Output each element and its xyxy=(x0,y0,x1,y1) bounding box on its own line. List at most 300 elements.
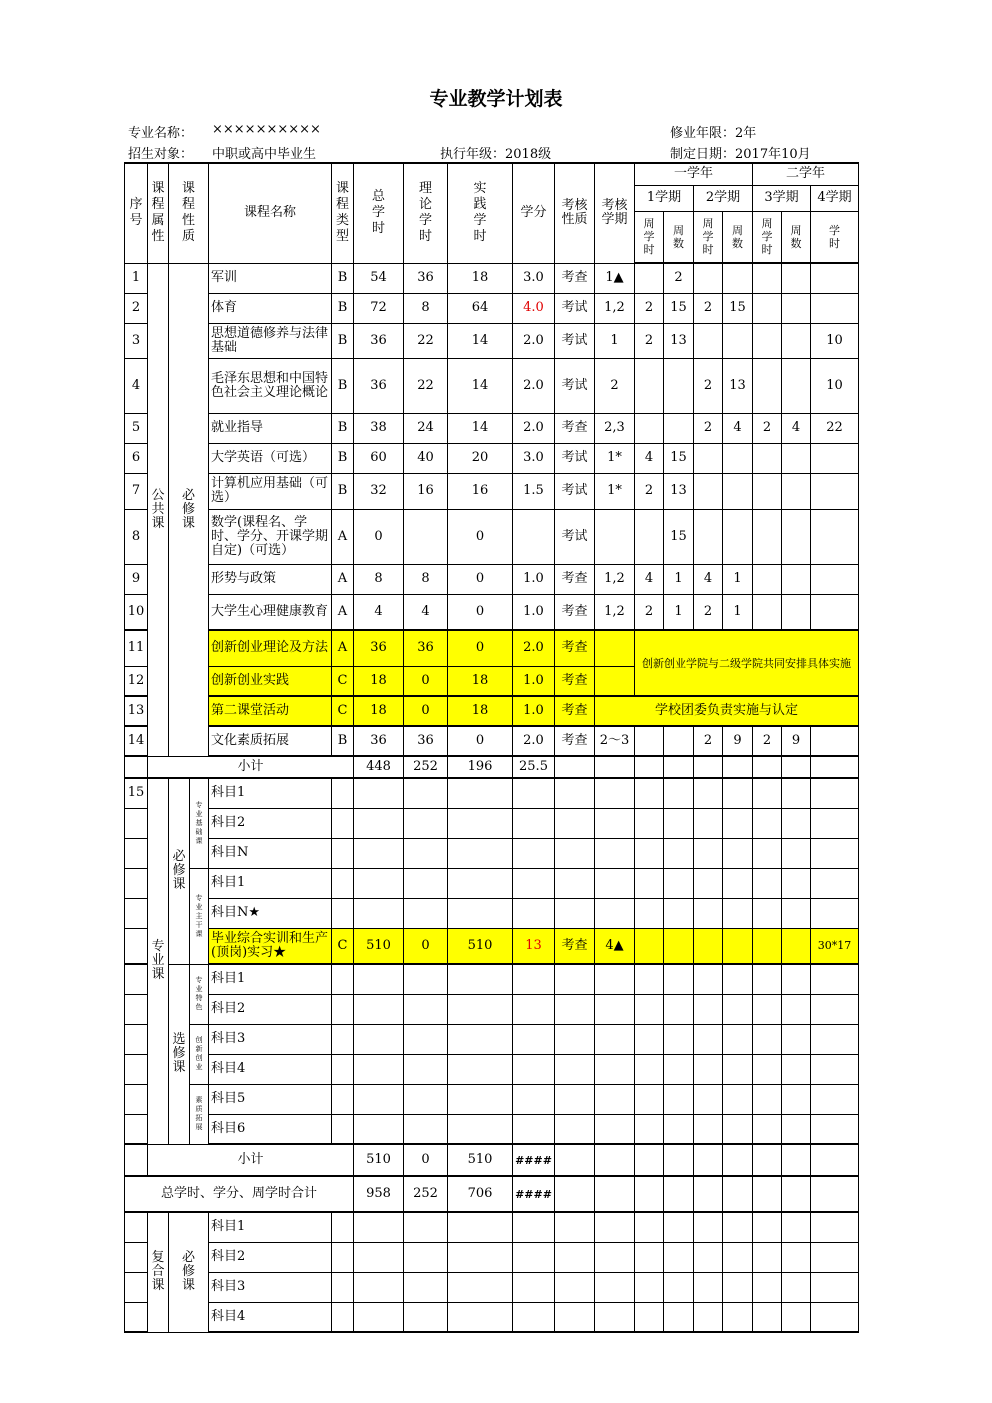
cell-practice: 0 xyxy=(448,630,513,666)
table-row xyxy=(125,1114,859,1144)
cell-credit: 25.5 xyxy=(513,756,555,778)
cell-credit: 2.0 xyxy=(513,726,555,756)
cell-wk1: 1 xyxy=(664,564,694,594)
group-compound-required: 必修课 xyxy=(169,1212,209,1332)
subtotal-label: 小计 xyxy=(148,1144,354,1176)
table-row xyxy=(125,263,859,293)
hdr-wh1: 周学时 xyxy=(635,211,664,263)
major-label: 专业名称： xyxy=(128,126,194,141)
cell-credit: 1.5 xyxy=(513,473,555,509)
cell-theory: 0 xyxy=(404,696,448,726)
cell-name: 科目4 xyxy=(209,1302,332,1332)
group-required: 必修课 xyxy=(169,263,209,756)
cell-exam: 考试 xyxy=(555,293,595,323)
cell-credit: 3.0 xyxy=(513,443,555,473)
cell-wk2 xyxy=(723,473,753,509)
cell-theory: 8 xyxy=(404,293,448,323)
cell-wk2: 13 xyxy=(723,358,753,413)
table-row xyxy=(125,726,859,756)
cell-term: 2～3 xyxy=(595,726,635,756)
cell-practice: 14 xyxy=(448,323,513,358)
cell-term xyxy=(595,666,635,696)
cell-credit: #### xyxy=(513,1144,555,1176)
cell-practice: 706 xyxy=(448,1176,513,1212)
sub-innovation: 创新创业 xyxy=(190,1024,209,1084)
table-row xyxy=(125,1242,859,1272)
cell-wk3: 4 xyxy=(782,413,811,443)
hdr-year1: 一学年 xyxy=(635,163,753,185)
table-row xyxy=(125,1084,859,1114)
table-row xyxy=(125,898,859,928)
cell-wh2: 2 xyxy=(694,293,723,323)
cell-theory: 36 xyxy=(404,726,448,756)
cell-credit: 2.0 xyxy=(513,630,555,666)
cell-theory: 36 xyxy=(404,630,448,666)
hdr-theory: 理论学时 xyxy=(404,163,448,263)
hdr-practice: 实践学时 xyxy=(448,163,513,263)
group-public: 公共课 xyxy=(148,263,169,756)
cell-term: 4▲ xyxy=(595,928,635,964)
cell-wk1: 15 xyxy=(664,509,694,564)
cell-total: 36 xyxy=(354,630,404,666)
cell-exam: 考查 xyxy=(555,263,595,293)
cell-practice: 196 xyxy=(448,756,513,778)
cell-wk2 xyxy=(723,323,753,358)
cell-no: 13 xyxy=(125,696,148,726)
cell-name: 科目1 xyxy=(209,1212,332,1242)
table-row xyxy=(125,1054,859,1084)
hdr-year2: 二学年 xyxy=(753,163,859,185)
cell-wk3 xyxy=(782,594,811,630)
cell-wh2: 2 xyxy=(694,726,723,756)
cell-type: C xyxy=(332,928,354,964)
cell-term: 1* xyxy=(595,443,635,473)
cell-type: B xyxy=(332,263,354,293)
cell-name: 科目4 xyxy=(209,1054,332,1084)
cell-total: 0 xyxy=(354,509,404,564)
cell-practice: 18 xyxy=(448,696,513,726)
cell-total: 18 xyxy=(354,696,404,726)
cell-exam: 考查 xyxy=(555,928,595,964)
hdr-nature: 课程性质 xyxy=(169,163,209,263)
cell-wh2: 4 xyxy=(694,564,723,594)
sub-quality: 素质拓展 xyxy=(190,1084,209,1144)
cell-name: 文化素质拓展 xyxy=(209,726,332,756)
table-row xyxy=(125,994,859,1024)
cell-wh3 xyxy=(753,263,782,293)
subtotal-row xyxy=(125,756,859,778)
cell-term: 1* xyxy=(595,473,635,509)
cell-no: 2 xyxy=(125,293,148,323)
cell-wh2 xyxy=(694,263,723,293)
subtotal-row xyxy=(125,1144,859,1176)
cell-wh2: 2 xyxy=(694,358,723,413)
table-row xyxy=(125,1212,859,1242)
cell-total: 72 xyxy=(354,293,404,323)
cell-name: 计算机应用基础（可选） xyxy=(209,473,332,509)
cell-exam: 考查 xyxy=(555,564,595,594)
cell-wk3 xyxy=(782,509,811,564)
merged-note-league: 学校团委负责实施与认定 xyxy=(595,696,859,726)
cell-credit: 2.0 xyxy=(513,358,555,413)
cell-term xyxy=(595,509,635,564)
total-label: 总学时、学分、周学时合计 xyxy=(125,1176,354,1212)
cell-type: B xyxy=(332,473,354,509)
cell-wh3 xyxy=(753,443,782,473)
cell-wk3 xyxy=(782,323,811,358)
cell-name: 科目N★ xyxy=(209,898,332,928)
page-title: 专业教学计划表 xyxy=(429,88,563,110)
cell-name: 创新创业理论及方法 xyxy=(209,630,332,666)
cell-type: B xyxy=(332,323,354,358)
cell-hrs4: 22 xyxy=(811,413,859,443)
cell-total: 510 xyxy=(354,1144,404,1176)
hdr-seq: 序号 xyxy=(125,163,148,263)
sub-base: 专业基础课 xyxy=(190,778,209,868)
table-row xyxy=(125,696,859,726)
cell-wh3 xyxy=(753,564,782,594)
merged-note-innovation: 创新创业学院与二级学院共同安排具体实施 xyxy=(635,630,859,696)
cell-name: 科目N xyxy=(209,838,332,868)
cell-wk1: 15 xyxy=(664,443,694,473)
cell-practice: 16 xyxy=(448,473,513,509)
cell-exam: 考查 xyxy=(555,630,595,666)
cell-wh1: 4 xyxy=(635,443,664,473)
cell-credit: 1.0 xyxy=(513,564,555,594)
cell-wk1: 13 xyxy=(664,473,694,509)
cell-wk1: 13 xyxy=(664,323,694,358)
cell-name: 科目1 xyxy=(209,964,332,994)
cell-type: A xyxy=(332,630,354,666)
cell-type: B xyxy=(332,726,354,756)
cell-type: C xyxy=(332,696,354,726)
hdr-sem1: 1学期 xyxy=(635,185,694,211)
cell-hrs4: 10 xyxy=(811,323,859,358)
cell-name: 科目2 xyxy=(209,994,332,1024)
cell-credit: 13 xyxy=(513,928,555,964)
cell-practice: 0 xyxy=(448,564,513,594)
cell-total: 4 xyxy=(354,594,404,630)
sub-feature: 专业特色 xyxy=(190,964,209,1024)
hdr-sem2: 2学期 xyxy=(694,185,753,211)
table-row xyxy=(125,808,859,838)
cell-practice: 18 xyxy=(448,263,513,293)
cell-wh3 xyxy=(753,473,782,509)
cell-hrs4 xyxy=(811,509,859,564)
cell-name: 大学英语（可选） xyxy=(209,443,332,473)
cell-credit: 1.0 xyxy=(513,666,555,696)
cell-wh2 xyxy=(694,443,723,473)
cell-theory: 22 xyxy=(404,323,448,358)
group-compound: 复合课 xyxy=(148,1212,169,1332)
cell-practice: 510 xyxy=(448,1144,513,1176)
cell-total: 36 xyxy=(354,323,404,358)
cell-wk2: 9 xyxy=(723,726,753,756)
cell-credit: 2.0 xyxy=(513,413,555,443)
cell-wk1: 15 xyxy=(664,293,694,323)
cell-name: 科目2 xyxy=(209,1242,332,1272)
cell-wk3 xyxy=(782,263,811,293)
cell-name: 大学生心理健康教育 xyxy=(209,594,332,630)
cell-no: 3 xyxy=(125,323,148,358)
cell-name: 科目2 xyxy=(209,808,332,838)
cell-total: 510 xyxy=(354,928,404,964)
cell-credit: 4.0 xyxy=(513,293,555,323)
cell-practice: 14 xyxy=(448,413,513,443)
cell-no: 6 xyxy=(125,443,148,473)
cell-credit: 1.0 xyxy=(513,696,555,726)
cell-total: 18 xyxy=(354,666,404,696)
cell-wh3 xyxy=(753,323,782,358)
cell-name: 第二课堂活动 xyxy=(209,696,332,726)
table-row xyxy=(125,778,859,808)
cell-hrs4 xyxy=(811,293,859,323)
cell-credit xyxy=(513,509,555,564)
cell-exam: 考试 xyxy=(555,358,595,413)
group-major-required: 必修课 xyxy=(169,778,190,964)
cell-practice: 0 xyxy=(448,509,513,564)
hdr-sem3: 3学期 xyxy=(753,185,811,211)
cell-no: 14 xyxy=(125,726,148,756)
cell-type: C xyxy=(332,666,354,696)
cell-theory: 0 xyxy=(404,666,448,696)
table-row xyxy=(125,358,859,413)
cell-practice: 64 xyxy=(448,293,513,323)
cell-name: 数学(课程名、学时、学分、开课学期自定)（可选） xyxy=(209,509,332,564)
cell-name: 思想道德修养与法律基础 xyxy=(209,323,332,358)
hdr-sem4: 4学期 xyxy=(811,185,859,211)
hdr-wh2: 周学时 xyxy=(694,211,723,263)
cell-wk3 xyxy=(782,564,811,594)
cell-exam: 考查 xyxy=(555,696,595,726)
cell-wh1 xyxy=(635,726,664,756)
cell-wh1: 2 xyxy=(635,594,664,630)
cell-theory: 0 xyxy=(404,928,448,964)
cell-practice: 0 xyxy=(448,726,513,756)
cell-wk3: 9 xyxy=(782,726,811,756)
cell-type: A xyxy=(332,509,354,564)
cell-credit: #### xyxy=(513,1176,555,1212)
table-row xyxy=(125,293,859,323)
cell-hrs4 xyxy=(811,263,859,293)
cell-wh3 xyxy=(753,509,782,564)
major-value: ×××××××××× xyxy=(212,122,321,137)
cell-total: 36 xyxy=(354,726,404,756)
cell-total: 60 xyxy=(354,443,404,473)
table-row xyxy=(125,509,859,564)
cell-wk2: 1 xyxy=(723,564,753,594)
cell-practice: 510 xyxy=(448,928,513,964)
cell-exam: 考试 xyxy=(555,509,595,564)
cell-name: 科目3 xyxy=(209,1272,332,1302)
cell-name: 科目5 xyxy=(209,1084,332,1114)
cell-hrs4: 30*17 xyxy=(811,928,859,964)
table-row xyxy=(125,1272,859,1302)
cell-hrs4 xyxy=(811,564,859,594)
cell-no: 8 xyxy=(125,509,148,564)
cell-no: 9 xyxy=(125,564,148,594)
cell-type: B xyxy=(332,443,354,473)
cell-theory: 16 xyxy=(404,473,448,509)
target-label: 招生对象： xyxy=(128,147,194,162)
cell-wh1: 2 xyxy=(635,293,664,323)
hdr-total: 总学时 xyxy=(354,163,404,263)
cell-wk2 xyxy=(723,263,753,293)
cell-term: 2 xyxy=(595,358,635,413)
cell-theory xyxy=(404,509,448,564)
cell-practice: 0 xyxy=(448,594,513,630)
table-row xyxy=(125,413,859,443)
cell-no: 12 xyxy=(125,666,148,696)
cell-term: 1,2 xyxy=(595,594,635,630)
cell-no: 7 xyxy=(125,473,148,509)
cell-wh3 xyxy=(753,293,782,323)
cell-theory: 0 xyxy=(404,1144,448,1176)
cell-wk2 xyxy=(723,443,753,473)
cell-theory: 22 xyxy=(404,358,448,413)
cell-theory: 4 xyxy=(404,594,448,630)
cell-exam: 考查 xyxy=(555,666,595,696)
cell-theory: 24 xyxy=(404,413,448,443)
cell-credit: 2.0 xyxy=(513,323,555,358)
cell-name: 形势与政策 xyxy=(209,564,332,594)
cell-wk3 xyxy=(782,473,811,509)
cell-wk1: 2 xyxy=(664,263,694,293)
cell-name: 就业指导 xyxy=(209,413,332,443)
cell-theory: 252 xyxy=(404,1176,448,1212)
cell-wk3 xyxy=(782,358,811,413)
hdr-attr: 课程属性 xyxy=(148,163,169,263)
cell-hrs4 xyxy=(811,726,859,756)
cell-wk3 xyxy=(782,443,811,473)
cell-wh3 xyxy=(753,594,782,630)
cell-theory: 252 xyxy=(404,756,448,778)
table-row xyxy=(125,838,859,868)
cell-wk2: 4 xyxy=(723,413,753,443)
cell-wk2 xyxy=(723,509,753,564)
cell-wh3: 2 xyxy=(753,413,782,443)
hdr-wk3: 周数 xyxy=(782,211,811,263)
cell-term: 1 xyxy=(595,323,635,358)
table-row xyxy=(125,323,859,358)
cell-exam: 考试 xyxy=(555,323,595,358)
table-row xyxy=(125,443,859,473)
cell-total: 448 xyxy=(354,756,404,778)
cell-exam: 考试 xyxy=(555,443,595,473)
hdr-wh3: 周学时 xyxy=(753,211,782,263)
cell-hrs4 xyxy=(811,443,859,473)
group-major: 专业课 xyxy=(148,778,169,1144)
cell-name: 体育 xyxy=(209,293,332,323)
target-value: 中职或高中毕业生 xyxy=(212,147,317,162)
cell-wk2: 15 xyxy=(723,293,753,323)
cell-wh2: 2 xyxy=(694,594,723,630)
cell-name: 科目3 xyxy=(209,1024,332,1054)
sub-main: 专业主干课 xyxy=(190,868,209,964)
hdr-exam: 考核性质 xyxy=(555,163,595,263)
group-elective: 选修课 xyxy=(169,964,190,1144)
table-row xyxy=(125,964,859,994)
cell-name: 科目1 xyxy=(209,868,332,898)
cell-wh2 xyxy=(694,473,723,509)
cell-total: 8 xyxy=(354,564,404,594)
hdr-type: 课程类型 xyxy=(332,163,354,263)
cell-credit: 1.0 xyxy=(513,594,555,630)
cell-name: 科目1 xyxy=(209,778,332,808)
cell-practice: 18 xyxy=(448,666,513,696)
cell-no: 5 xyxy=(125,413,148,443)
cell-exam: 考查 xyxy=(555,594,595,630)
cell-theory: 8 xyxy=(404,564,448,594)
cell-name: 科目6 xyxy=(209,1114,332,1144)
cell-practice: 14 xyxy=(448,358,513,413)
hdr-wk2: 周数 xyxy=(723,211,753,263)
cell-theory: 40 xyxy=(404,443,448,473)
cell-wh2: 2 xyxy=(694,413,723,443)
table-row xyxy=(125,1302,859,1332)
cell-wk1 xyxy=(664,726,694,756)
cell-term xyxy=(595,630,635,666)
table-row xyxy=(125,928,859,964)
cell-exam: 考试 xyxy=(555,473,595,509)
cell-theory: 36 xyxy=(404,263,448,293)
cell-exam: 考查 xyxy=(555,413,595,443)
cell-type: B xyxy=(332,358,354,413)
cell-total: 32 xyxy=(354,473,404,509)
cell-wh2 xyxy=(694,509,723,564)
cell-wh1: 4 xyxy=(635,564,664,594)
subtotal-label: 小计 xyxy=(148,756,354,778)
cell-total: 958 xyxy=(354,1176,404,1212)
cell-wh1 xyxy=(635,263,664,293)
made-date: 制定日期：2017年10月 xyxy=(670,147,811,162)
cell-credit: 3.0 xyxy=(513,263,555,293)
cell-wh2 xyxy=(694,323,723,358)
hdr-wk1: 周数 xyxy=(664,211,694,263)
cell-wh1 xyxy=(635,413,664,443)
cell-type: B xyxy=(332,293,354,323)
hdr-term: 考核学期 xyxy=(595,163,635,263)
cell-total: 36 xyxy=(354,358,404,413)
plan-table xyxy=(124,162,859,1333)
cell-type: A xyxy=(332,594,354,630)
cell-hrs4 xyxy=(811,473,859,509)
cell-wk3 xyxy=(782,293,811,323)
cell-hrs4 xyxy=(811,594,859,630)
cell-wh3 xyxy=(753,358,782,413)
cell-wk1 xyxy=(664,358,694,413)
cell-practice: 20 xyxy=(448,443,513,473)
cell-wk1 xyxy=(664,413,694,443)
cell-no: 15 xyxy=(125,778,148,808)
cell-wh1 xyxy=(635,358,664,413)
hdr-credit: 学分 xyxy=(513,163,555,263)
cell-no: 1 xyxy=(125,263,148,293)
cell-no: 4 xyxy=(125,358,148,413)
cell-exam: 考查 xyxy=(555,726,595,756)
cell-wk1: 1 xyxy=(664,594,694,630)
cell-name: 毛泽东思想和中国特色社会主义理论概论 xyxy=(209,358,332,413)
table-row xyxy=(125,630,859,666)
cell-term: 2,3 xyxy=(595,413,635,443)
table-row xyxy=(125,1024,859,1054)
table-row xyxy=(125,564,859,594)
cell-term: 1,2 xyxy=(595,293,635,323)
study-years: 修业年限：2年 xyxy=(670,126,757,141)
table-row xyxy=(125,868,859,898)
cell-type: A xyxy=(332,564,354,594)
cell-name: 创新创业实践 xyxy=(209,666,332,696)
